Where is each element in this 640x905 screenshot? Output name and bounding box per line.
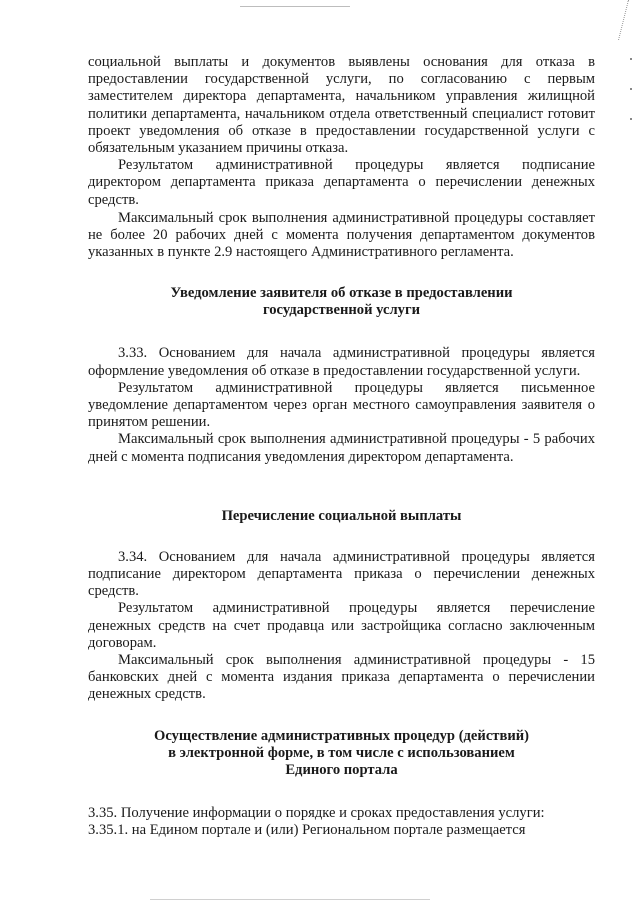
- paragraph-3-33: 3.33. Основанием для начала административной процедуры является оформление уведомления об отказе в предоставлении государственной услуги.: [88, 345, 595, 379]
- section-heading-electronic-procedures: [88, 728, 595, 779]
- section-heading-refusal-notice: [88, 285, 595, 319]
- paragraph-max-term-20-days: Максимальный срок выполнения административной процедуры составляет не более 20 рабочих дней с момента получения департаментом документов указанных в пункте 2.9 настоящего Административного регламента.: [88, 209, 595, 261]
- section-heading-payment-transfer: Перечисление социальной выплаты: [221, 507, 462, 524]
- heading-line: в электронной форме, в том числе с использованием: [168, 744, 515, 761]
- heading-line: государственной услуги: [262, 302, 421, 319]
- paragraph-result-order: Результатом административной процедуры является подписание директором департамента приказа департамента о перечислении денежных средств.: [88, 157, 595, 208]
- paragraph-result-written-notice: Результатом административной процедуры является письменное уведомление департаментом через орган местного самоуправления заявителя о принятом решении.: [88, 379, 595, 431]
- paragraph-max-term-5-days: Максимальный срок выполнения административной процедуры - 5 рабочих дней с момента подписания уведомления директором департамента.: [88, 431, 595, 465]
- paragraph-3-34: 3.34. Основанием для начала административной процедуры является подписание директором департамента приказа о перечислении денежных средств.: [88, 548, 595, 600]
- paragraph-max-term-15-days: Максимальный срок выполнения административной процедуры - 15 банковских дней с момента издания приказа департамента о перечислении денежных средств.: [88, 652, 595, 703]
- paragraph-refusal-grounds: социальной выплаты и документов выявлены основания для отказа в предоставлении государственной услуги, по согласованию с первым заместителем директора департамента, начальником управления жилищной политики департамента, начальником отдела ответственный специалист готовит проект уведомления об отказе в предоставлении государственной услуги с обязательным указанием причины отказа.: [88, 54, 595, 157]
- scan-bottom-edge: [150, 899, 430, 900]
- paragraph-result-transfer: Результатом административной процедуры является перечисление денежных средств на счет продавца или застройщика согласно заключенным договорам.: [88, 600, 595, 651]
- paragraph-3-35-1: 3.35.1. на Едином портале и (или) Региональном портале размещается: [88, 821, 526, 838]
- heading-line: Осуществление административных процедур (действий): [153, 727, 530, 744]
- margin-handwriting-mark: [618, 0, 640, 40]
- document-page: [88, 54, 595, 839]
- heading-line: Единого портала: [285, 761, 398, 778]
- heading-line: Уведомление заявителя об отказе в предоставлении: [170, 285, 513, 302]
- scan-top-edge: [240, 6, 350, 7]
- margin-scan-specks: [630, 58, 634, 138]
- paragraph-3-35: 3.35. Получение информации о порядке и сроках предоставления услуги:: [88, 804, 545, 821]
